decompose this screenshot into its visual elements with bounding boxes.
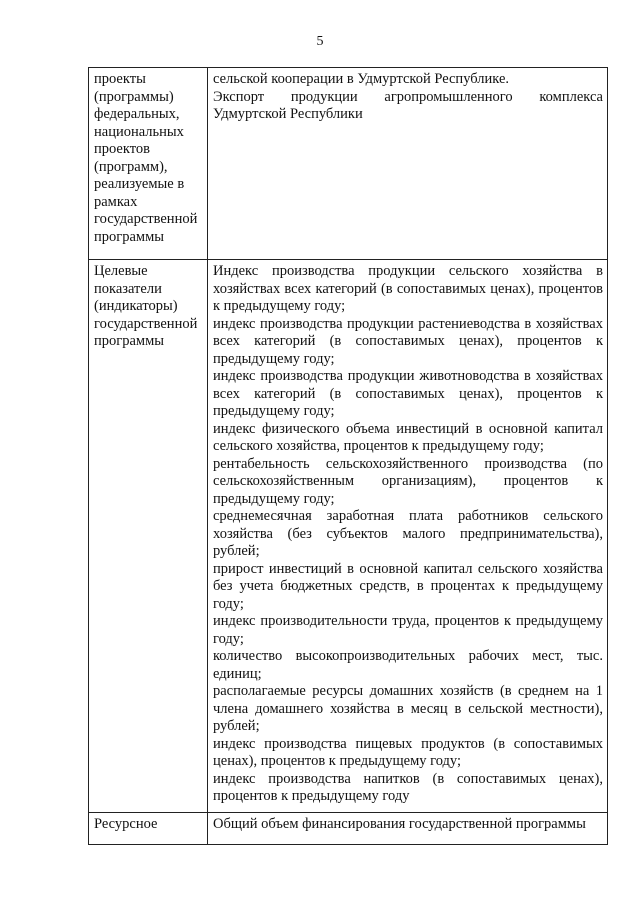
table-row-projects bbox=[89, 68, 608, 260]
list-item: индекс производства продукции растениеводства в хозяйствах всех категорий (в сопоставимых ценах), процентов к предыдущему году; bbox=[213, 315, 603, 367]
row-content-projects bbox=[208, 68, 608, 260]
list-item: индекс производства пищевых продуктов (в сопоставимых ценах), процентов к предыдущему году; bbox=[213, 735, 603, 769]
program-passport-table bbox=[88, 67, 608, 845]
list-item: Экспорт продукции агропромышленного комплекса Удмуртской Республики bbox=[213, 88, 603, 122]
page-number: 5 bbox=[316, 34, 324, 49]
list-item: количество высокопроизводительных рабочих мест, тыс. единиц; bbox=[213, 648, 603, 682]
list-item: располагаемые ресурсы домашних хозяйств (в среднем на 1 члена домашнего хозяйства в месяц в сельской местности), рублей; bbox=[213, 683, 603, 734]
row-label-resource: Ресурсное bbox=[89, 812, 208, 844]
list-item: Индекс производства продукции сельского хозяйства в хозяйствах всех категорий (в сопоставимых ценах), процентов к предыдущему году; bbox=[213, 263, 603, 314]
list-item: индекс физического объема инвестиций в основной капитал сельского хозяйства, процентов к предыдущему году; bbox=[213, 420, 603, 454]
row-content-indicators bbox=[208, 260, 608, 813]
list-item: сельской кооперации в Удмуртской Республике. bbox=[213, 71, 510, 87]
row-label-projects: проекты (программы) федеральных, национальных проектов (программ), реализуемые в рамках государственной программы bbox=[89, 68, 208, 260]
table-row-indicators bbox=[89, 260, 608, 813]
table-row-resource bbox=[89, 812, 608, 844]
row-content-resource bbox=[208, 812, 608, 844]
list-item: индекс производительности труда, процентов к предыдущему году; bbox=[213, 613, 603, 647]
list-item: индекс производства напитков (в сопоставимых ценах), процентов к предыдущему году bbox=[213, 770, 603, 804]
list-item: прирост инвестиций в основной капитал сельского хозяйства без учета бюджетных средств, в процентах к предыдущему году; bbox=[213, 560, 603, 612]
list-item: Общий объем финансирования государственной программы bbox=[213, 815, 586, 832]
list-item: среднемесячная заработная плата работников сельского хозяйства (без субъектов малого предпринимательства), рублей; bbox=[213, 508, 603, 559]
row-label-indicators: Целевые показатели (индикаторы) государственной программы bbox=[89, 260, 208, 813]
list-item: индекс производства продукции животноводства в хозяйствах всех категорий (в сопоставимых ценах), процентов к предыдущему году; bbox=[213, 368, 603, 419]
list-item: рентабельность сельскохозяйственного производства (по сельскохозяйственным организациям), процентов к предыдущему году; bbox=[213, 455, 603, 507]
